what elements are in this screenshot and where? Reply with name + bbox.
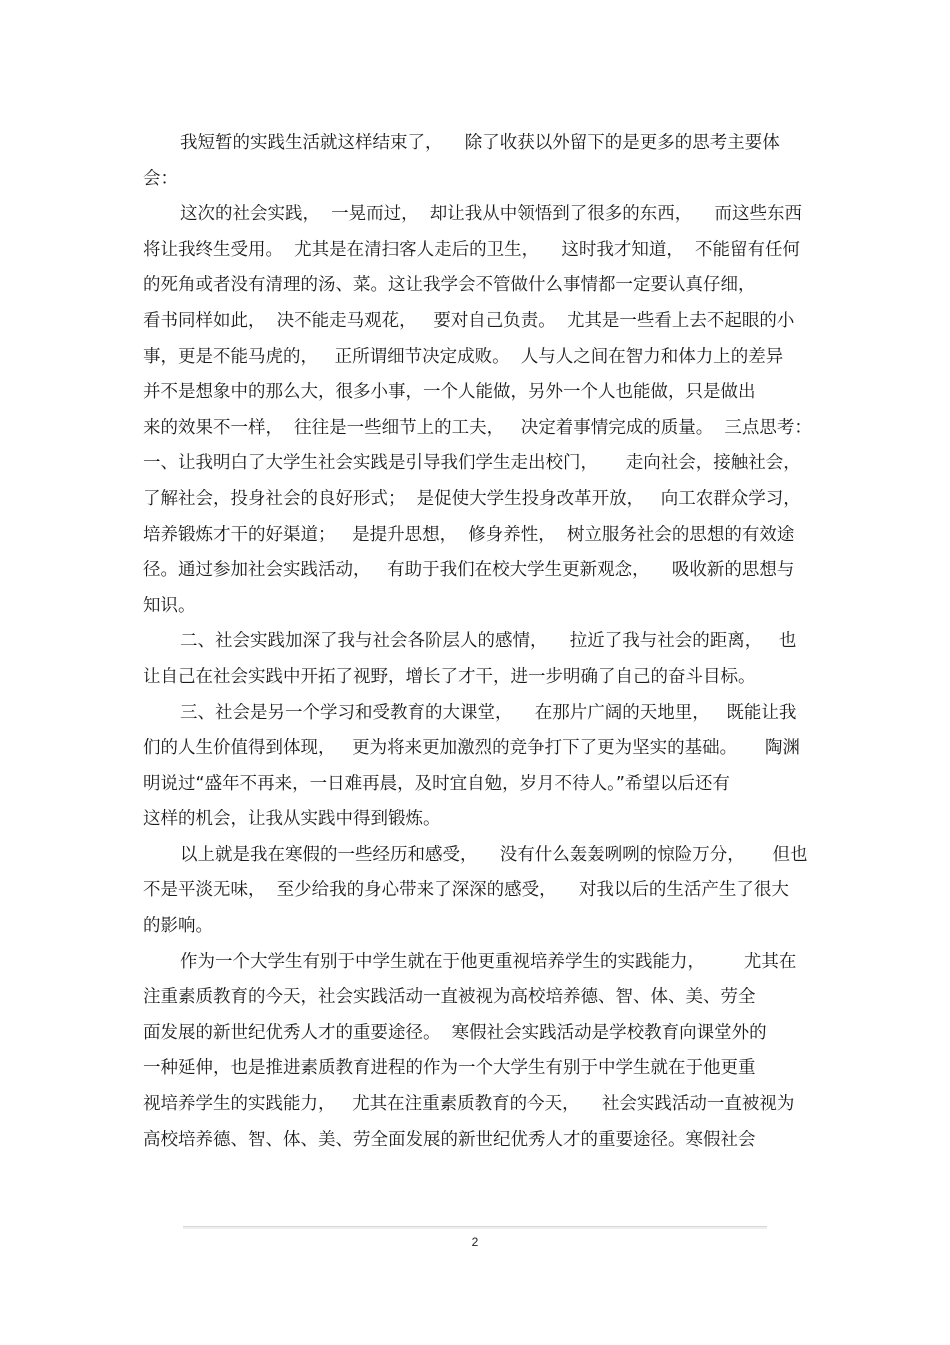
text-line: 一种延伸，也是推进素质教育进程的作为一个大学生有别于中学生就在于他更重 [143,1058,756,1079]
text-line: 径。通过参加社会实践活动， 有助于我们在校大学生更新观念， 吸收新的思想与 [143,560,795,581]
text-line: 注重素质教育的今天，社会实践活动一直被视为高校培养德、智、体、美、劳全 [143,987,756,1008]
page-number: 2 [471,1235,479,1249]
text-line: 面发展的新世纪优秀人才的重要途径。 寒假社会实践活动是学校教育向课堂外的 [143,1022,767,1043]
text-line: 作为一个大学生有别于中学生就在于他更重视培养学生的实践能力， 尤其在 [180,951,797,972]
text-line: 们的人生价值得到体现， 更为将来更加激烈的竞争打下了更为坚实的基础。 陶渊 [143,738,800,759]
text-line: 以上就是我在寒假的一些经历和感受， 没有什么轰轰咧咧的惊险万分， 但也 [180,844,808,865]
text-line: 并不是想象中的那么大，很多小事，一个人能做，另外一个人也能做，只是做出 [143,382,756,403]
text-line: 将让我终生受用。 尤其是在清扫客人走后的卫生， 这时我才知道， 不能留有任何 [143,239,800,260]
text-line: 这样的机会，让我从实践中得到锻炼。 [143,809,441,830]
text-line: 了解社会，投身社会的良好形式； 是促使大学生投身改革开放， 向工农群众学习， [143,488,801,509]
footer-divider [183,1226,767,1229]
text-line: 我短暂的实践生活就这样结束了， 除了收获以外留下的是更多的思考主要体 [180,133,780,153]
text-line: 视培养学生的实践能力， 尤其在注重素质教育的今天， 社会实践活动一直被视为 [143,1094,795,1115]
text-line: 这次的社会实践， 一晃而过， 却让我从中领悟到了很多的东西， 而这些东西 [180,204,802,225]
text-line: 事，更是不能马虎的， 正所谓细节决定成败。 人与人之间在智力和体力上的差异 [143,346,784,367]
text-line: 会： [143,168,178,189]
text-line: 二、社会实践加深了我与社会各阶层人的感情， 拉近了我与社会的距离， 也 [180,631,797,652]
text-line: 来的效果不一样， 往往是一些细节上的工夫， 决定着事情完成的质量。 三点思考： [143,417,812,438]
text-line: 看书同样如此， 决不能走马观花， 要对自己负责。 尤其是一些看上去不起眼的小 [143,310,795,331]
text-line: 知识。 [143,595,196,616]
text-line: 培养锻炼才干的好渠道； 是提升思想， 修身养性， 树立服务社会的思想的有效途 [143,524,795,545]
text-line: 高校培养德、智、体、美、劳全面发展的新世纪优秀人才的重要途径。寒假社会 [143,1129,756,1150]
body-text [143,126,815,1158]
text-line: 不是平淡无味， 至少给我的身心带来了深深的感受， 对我以后的生活产生了很大 [143,880,789,901]
text-line: 明说过“盛年不再来，一日难再晨，及时宜自勉，岁月不待人。”希望以后还有 [143,773,730,794]
text-line: 的影响。 [143,916,213,937]
text-line: 三、社会是另一个学习和受教育的大课堂， 在那片广阔的天地里， 既能让我 [180,702,797,723]
text-line: 的死角或者没有清理的汤、菜。这让我学会不管做什么事情都一定要认真仔细， [143,275,756,296]
text-line: 一、让我明白了大学生社会实践是引导我们学生走出校门， 走向社会，接触社会， [143,453,801,474]
text-line: 让自己在社会实践中开拓了视野，增长了才干，进一步明确了自己的奋斗目标。 [143,666,756,687]
